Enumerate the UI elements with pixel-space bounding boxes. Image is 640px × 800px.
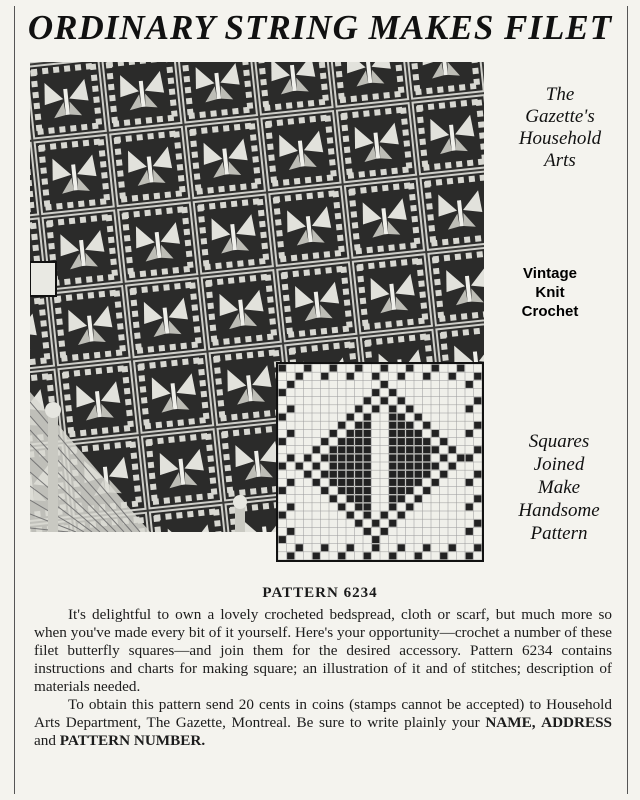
order-instructions: To obtain this pattern send 20 cents in coins (stamps cannot be accepted) to Household Arts Department, The Gazette, Montreal. Be sure to write plainly your (34, 696, 612, 731)
watermark (510, 264, 590, 321)
paragraph-2 (34, 696, 612, 750)
address-emphasis: ADDRESS (541, 714, 613, 731)
gazette-line: Gazette's (525, 106, 595, 127)
pattern-number-emphasis: PATTERN NUMBER. (59, 732, 206, 749)
tagline-line: Squares (528, 431, 590, 452)
gazette-line: Household (518, 128, 602, 149)
tagline-line: Joined (533, 454, 585, 475)
name-emphasis: NAME, (485, 714, 536, 731)
watermark-line: Vintage (523, 265, 577, 282)
watermark-line: Crochet (521, 303, 579, 320)
article-body (34, 606, 612, 750)
tagline (494, 430, 624, 545)
headline: ORDINARY STRING MAKES FILET (27, 8, 613, 47)
pattern-caption: PATTERN 6234 (262, 585, 378, 601)
filet-chart-grid (278, 364, 482, 560)
conjunction: and (34, 732, 56, 749)
tagline-line: Pattern (530, 523, 588, 544)
gazette-title (490, 84, 630, 172)
paragraph-1: It's delightful to own a lovely crocheted bedspread, cloth or scarf, but much more so when you've made every bit of it yourself. Here's your opportunity—crochet a number of these filet butterfly squares—and join them for the desired accessory. Pattern 6234 contains instructions and charts for making square; an illustration of it and of stitches; description of materials needed. (34, 606, 612, 695)
watermark-line: Knit (535, 284, 565, 301)
tagline-line: Handsome (518, 500, 600, 521)
gazette-line: Arts (544, 150, 576, 171)
gazette-line: The (545, 84, 575, 105)
filet-chart (276, 362, 484, 562)
tagline-line: Make (537, 477, 581, 498)
